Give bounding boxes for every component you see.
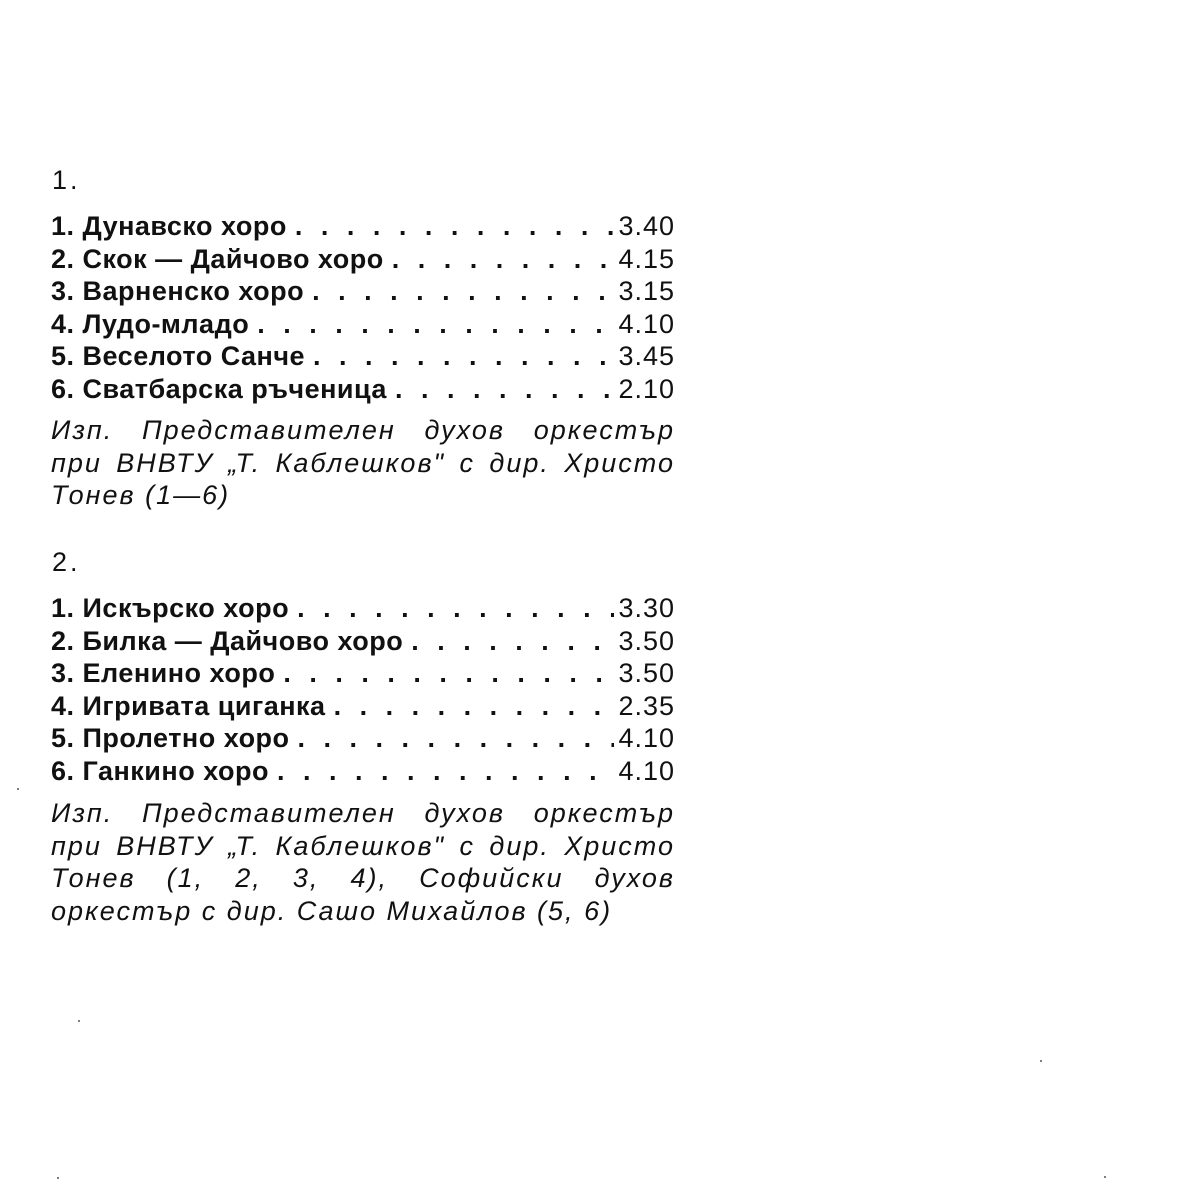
track-duration: 3.50	[618, 625, 675, 656]
dot-leader	[290, 723, 615, 754]
track-title: 2. Скок — Дайчово хоро	[51, 243, 384, 274]
track-title: 4. Лудо-младо	[51, 308, 250, 339]
track-duration: 4.10	[618, 755, 675, 786]
track-duration: 4.15	[618, 243, 675, 274]
dot-leader	[384, 244, 615, 275]
dot-leader	[305, 341, 614, 372]
track-row	[51, 756, 675, 789]
side-2-label: 2.	[52, 547, 81, 577]
dot-leader	[387, 374, 614, 405]
track-row	[51, 211, 675, 244]
track-row	[51, 723, 675, 756]
track-duration: 3.50	[618, 658, 675, 688]
track-duration: 2.10	[618, 373, 675, 404]
track-duration: 2.35	[618, 690, 675, 721]
side-1-label: 1.	[52, 165, 81, 195]
track-title: 5. Веселото Санче	[51, 341, 306, 371]
track-duration: 3.15	[618, 276, 675, 306]
track-row	[51, 374, 675, 407]
track-row	[51, 276, 675, 309]
track-title: 3. Варненско хоро	[51, 276, 305, 306]
track-row	[51, 309, 675, 342]
side-1-performer-credits: Изп. Представителен духов оркестър при ВНВТУ „Т. Каблешков" с дир. Христо Тонев (1—6)	[51, 415, 675, 510]
scan-speck	[1040, 1060, 1042, 1062]
dot-leader	[287, 211, 615, 242]
dot-leader	[269, 756, 614, 787]
dot-leader	[326, 691, 615, 722]
scan-speck	[1104, 1176, 1106, 1178]
track-duration: 4.10	[618, 723, 675, 753]
dot-leader	[289, 593, 614, 624]
track-duration: 4.10	[618, 308, 675, 339]
track-title: 1. Дунавско хоро	[51, 211, 287, 241]
track-row	[51, 341, 675, 374]
track-title: 6. Сватбарска ръченица	[51, 373, 387, 404]
track-row	[51, 244, 675, 277]
track-row	[51, 593, 675, 626]
dot-leader	[403, 626, 614, 657]
track-duration: 3.30	[618, 593, 675, 623]
scan-speck	[17, 788, 19, 790]
track-duration: 3.45	[618, 341, 675, 371]
side-1-tracklist	[51, 211, 675, 406]
side-2-performer-credits: Изп. Представителен духов оркестър при ВНВТУ „Т. Каблешков" с дир. Христо Тонев (1, 2, 3, 4), Софийски духов оркестър с дир. Сашо Михайлов (5, 6)	[51, 798, 675, 926]
dot-leader	[275, 658, 614, 689]
track-row	[51, 691, 675, 724]
scan-speck	[78, 1020, 80, 1022]
scan-speck	[57, 1177, 59, 1179]
track-title: 6. Ганкино хоро	[51, 755, 270, 786]
track-row	[51, 626, 675, 659]
dot-leader	[304, 276, 614, 307]
track-title: 2. Билка — Дайчово хоро	[51, 625, 404, 656]
track-title: 4. Игривата циганка	[51, 690, 326, 721]
track-title: 3. Еленино хоро	[51, 658, 276, 688]
dot-leader	[249, 309, 614, 340]
track-row	[51, 658, 675, 691]
track-title: 5. Пролетно хоро	[51, 723, 290, 753]
track-title: 1. Искърско хоро	[51, 593, 290, 623]
side-2-tracklist	[51, 593, 675, 788]
track-duration: 3.40	[618, 211, 675, 241]
